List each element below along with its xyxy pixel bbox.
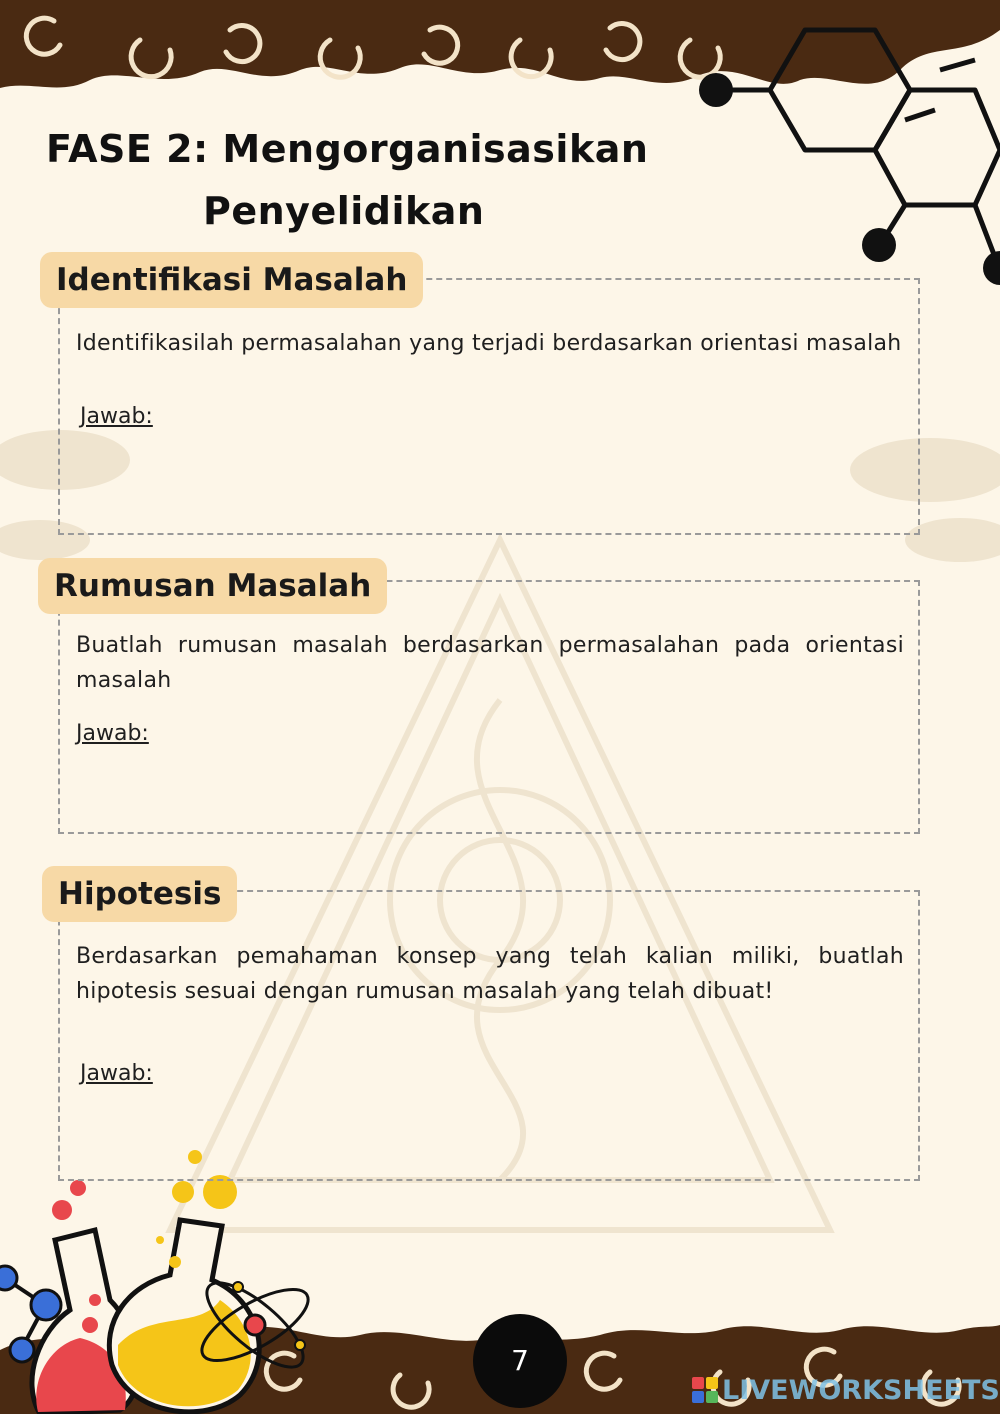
title-line-1: FASE 2: Mengorganisasikan bbox=[46, 127, 649, 171]
hipotesis-label: Hipotesis bbox=[42, 866, 237, 922]
rumusan-masalah-box bbox=[58, 580, 920, 834]
identifikasi-masalah-answer-label: Jawab: bbox=[80, 404, 153, 429]
watermark-text: LIVEWORKSHEETS bbox=[722, 1374, 1000, 1406]
identifikasi-masalah-prompt: Identifikasilah permasalahan yang terjadi berdasarkan orientasi masalah bbox=[76, 331, 902, 356]
hipotesis-prompt: Berdasarkan pemahaman konsep yang telah kalian miliki, buatlah hipotesis sesuai dengan rumusan masalah yang telah dibuat! bbox=[76, 944, 904, 1004]
liveworksheets-logo-icon bbox=[692, 1377, 718, 1403]
page-title bbox=[40, 118, 680, 242]
rumusan-masalah-answer-label: Jawab: bbox=[76, 721, 149, 746]
identifikasi-masalah-label: Identifikasi Masalah bbox=[40, 252, 423, 308]
identifikasi-masalah-box bbox=[58, 278, 920, 535]
rumusan-masalah-label: Rumusan Masalah bbox=[38, 558, 387, 614]
rumusan-masalah-prompt: Buatlah rumusan masalah berdasarkan permasalahan pada orientasi masalah bbox=[76, 633, 904, 693]
hipotesis-box bbox=[58, 890, 920, 1181]
title-line-2: Penyelidikan bbox=[203, 189, 485, 233]
page-number: 7 bbox=[473, 1314, 567, 1408]
liveworksheets-watermark[interactable] bbox=[692, 1372, 1000, 1408]
hipotesis-answer-label: Jawab: bbox=[80, 1061, 153, 1086]
